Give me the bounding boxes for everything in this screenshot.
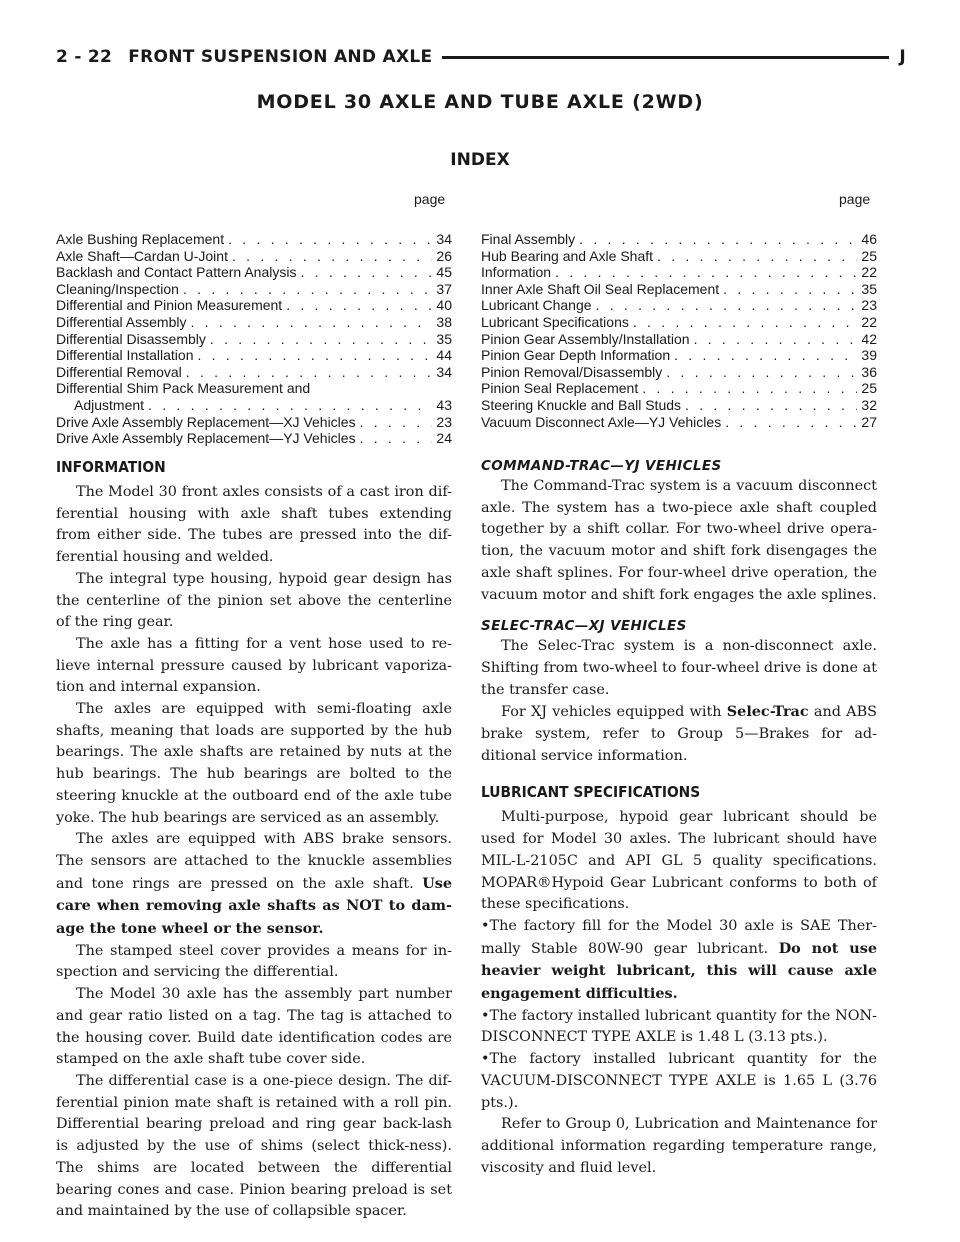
paragraph: The axles are equipped with semi-floating axle shafts, meaning that loads are supported by the hub bearings. The axle shafts are retained by nuts at the hub bearings. The hub bearings are bolted to the steering knuckle at the outboard end of the axle tube yoke. The hub bearings are serviced as an assembly.: [56, 701, 452, 826]
index-entry[interactable]: Pinion Seal Replacement . . . 25: [481, 380, 877, 397]
index-entry[interactable]: Vacuum Disconnect Axle—YJ Vehicles . . . 27: [481, 414, 877, 431]
body-left-column: [56, 456, 452, 1223]
paragraph: For XJ vehicles equipped with Selec-Trac and ABS brake system, refer to Group 5—Brakes for ad-ditional service information.: [481, 703, 878, 764]
page-header: [56, 44, 906, 70]
index-entry[interactable]: Differential Assembly . . . 38: [56, 314, 452, 331]
index-entry[interactable]: Drive Axle Assembly Replacement—YJ Vehicles . . . 24: [56, 430, 452, 447]
index-entry-line1: Differential Shim Pack Measurement and: [56, 380, 311, 397]
index-title: INDEX: [450, 150, 510, 170]
bullet-item: •The factory installed lubricant quantity for the NON-DISCONNECT TYPE AXLE is 1.48 L (3.13 pts.).: [481, 1007, 877, 1046]
index-entry[interactable]: Hub Bearing and Axle Shaft . . . 25: [481, 248, 877, 265]
paragraph: The axles are equipped with ABS brake sensors. The sensors are attached to the knuckle assemblies and tone rings are pressed on the axle shaft. Use care when removing axle shafts as NOT to dam-age the tone wheel or the sensor.: [56, 831, 453, 938]
bullet-item: •The factory installed lubricant quantity for the VACUUM-DISCONNECT TYPE AXLE is 1.65 L (3.76 pts.).: [481, 1051, 877, 1111]
paragraph: The Model 30 axle has the assembly part number and gear ratio listed on a tag. The tag is attached to the housing cover. Build date identification codes are stamped on the axle shaft tube cover side.: [56, 986, 452, 1068]
paragraph: The Model 30 front axles consists of a cast iron dif-ferential housing with axle shaft tubes extending from either side. The tubes are pressed into the dif-ferential housing and welded.: [56, 484, 452, 566]
page-column-label-right: page: [839, 191, 871, 207]
index-entry[interactable]: Backlash and Contact Pattern Analysis . . . 45: [56, 264, 452, 281]
command-trac-heading: COMMAND-TRAC—YJ VEHICLES: [481, 458, 722, 474]
index-entry[interactable]: Lubricant Specifications . . . 22: [481, 314, 877, 331]
selec-trac-heading: SELEC-TRAC—XJ VEHICLES: [481, 618, 687, 635]
bullet-item: •The factory fill for the Model 30 axle is SAE Ther-mally Stable 80W-90 gear lubricant. Do not use heavier weight lubricant, this will cause axle engagement difficulties.: [481, 917, 877, 1003]
paragraph: The Selec-Trac system is a non-disconnect axle. Shifting from two-wheel to four-wheel drive is done at the transfer case.: [481, 638, 877, 698]
index-entry[interactable]: Axle Bushing Replacement . . . 34: [56, 231, 452, 248]
header-letter: J: [899, 47, 906, 67]
index-entry[interactable]: Drive Axle Assembly Replacement—XJ Vehicles . . . 23: [56, 414, 452, 431]
chapter-title: FRONT SUSPENSION AND AXLE: [128, 47, 433, 67]
paragraph: The differential case is a one-piece design. The dif-ferential pinion mate shaft is retained with a roll pin. Differential bearing preload and ring gear back-lash is adjusted by the use of shims (select thick-ness). The shims are located between the differential bearing cones and case. Pinion bearing preload is set and maintained by the use of collapsible spacer.: [56, 1072, 452, 1220]
paragraph: The axle has a fitting for a vent hose used to re-lieve internal pressure caused by lubricant vaporiza-tion and internal expansion.: [56, 635, 452, 696]
body-right-column: [481, 456, 877, 1179]
paragraph: The stamped steel cover provides a means for in-spection and servicing the differential.: [56, 942, 452, 981]
index-entry[interactable]: Axle Shaft—Cardan U-Joint . . . 26: [56, 248, 452, 265]
page-number: 2 - 22: [56, 47, 113, 67]
index-entry[interactable]: Differential Shim Pack Measurement and Adjustment . . . 43: [56, 380, 452, 413]
index-entry[interactable]: Differential Installation . . . 44: [56, 347, 452, 364]
information-heading: INFORMATION: [56, 458, 166, 476]
paragraph: Refer to Group 0, Lubrication and Maintenance for additional information regarding temperature range, viscosity and fluid level.: [481, 1116, 877, 1176]
index-entry[interactable]: Pinion Removal/Disassembly . . . 36: [481, 364, 877, 381]
index-left-column: [56, 231, 452, 447]
index-entry[interactable]: Inner Axle Shaft Oil Seal Replacement . . . 35: [481, 281, 877, 298]
index-entry[interactable]: Final Assembly . . . 46: [481, 231, 877, 248]
index-entry[interactable]: Cleaning/Inspection . . . 37: [56, 281, 452, 298]
index-right-column: [481, 231, 877, 430]
warning-text: Use care when removing axle shafts as NOT to dam-age the tone wheel or the sensor.: [56, 874, 453, 938]
index-entry[interactable]: Pinion Gear Depth Information . . . 39: [481, 347, 877, 364]
index-entry[interactable]: Pinion Gear Assembly/Installation . . . 42: [481, 331, 877, 348]
index-entry[interactable]: Differential Disassembly . . . 35: [56, 331, 452, 348]
page-column-label-left: page: [414, 191, 446, 207]
paragraph: Multi-purpose, hypoid gear lubricant should be used for Model 30 axles. The lubricant should have MIL-L-2105C and API GL 5 quality specifications. MOPAR®Hypoid Gear Lubricant conforms to both of these specifications.: [481, 809, 877, 913]
lubricant-heading: LUBRICANT SPECIFICATIONS: [481, 783, 701, 802]
index-entry[interactable]: Lubricant Change . . . 23: [481, 297, 877, 314]
index-entry[interactable]: Differential Removal . . . 34: [56, 364, 452, 381]
warning-text: Do not use heavier weight lubricant, this will cause axle engagement difficulties.: [481, 939, 877, 1003]
section-title: MODEL 30 AXLE AND TUBE AXLE (2WD): [256, 91, 704, 113]
index-entry[interactable]: Information . . . 22: [481, 264, 877, 281]
header-rule: [442, 56, 889, 59]
paragraph: The integral type housing, hypoid gear design has the centerline of the pinion set above the centerline of the ring gear.: [56, 570, 452, 631]
paragraph: The Command-Trac system is a vacuum disconnect axle. The system has a two-piece axle shaft coupled together by a shift collar. For two-wheel drive opera-tion, the vacuum motor and shift fork disengages the axle shaft splines. For four-wheel drive operation, the vacuum motor and shift fork engages the axle splines.: [481, 478, 877, 603]
index-entry[interactable]: Steering Knuckle and Ball Studs . . . 32: [481, 397, 877, 414]
index-entry[interactable]: Differential and Pinion Measurement . . . 40: [56, 297, 452, 314]
